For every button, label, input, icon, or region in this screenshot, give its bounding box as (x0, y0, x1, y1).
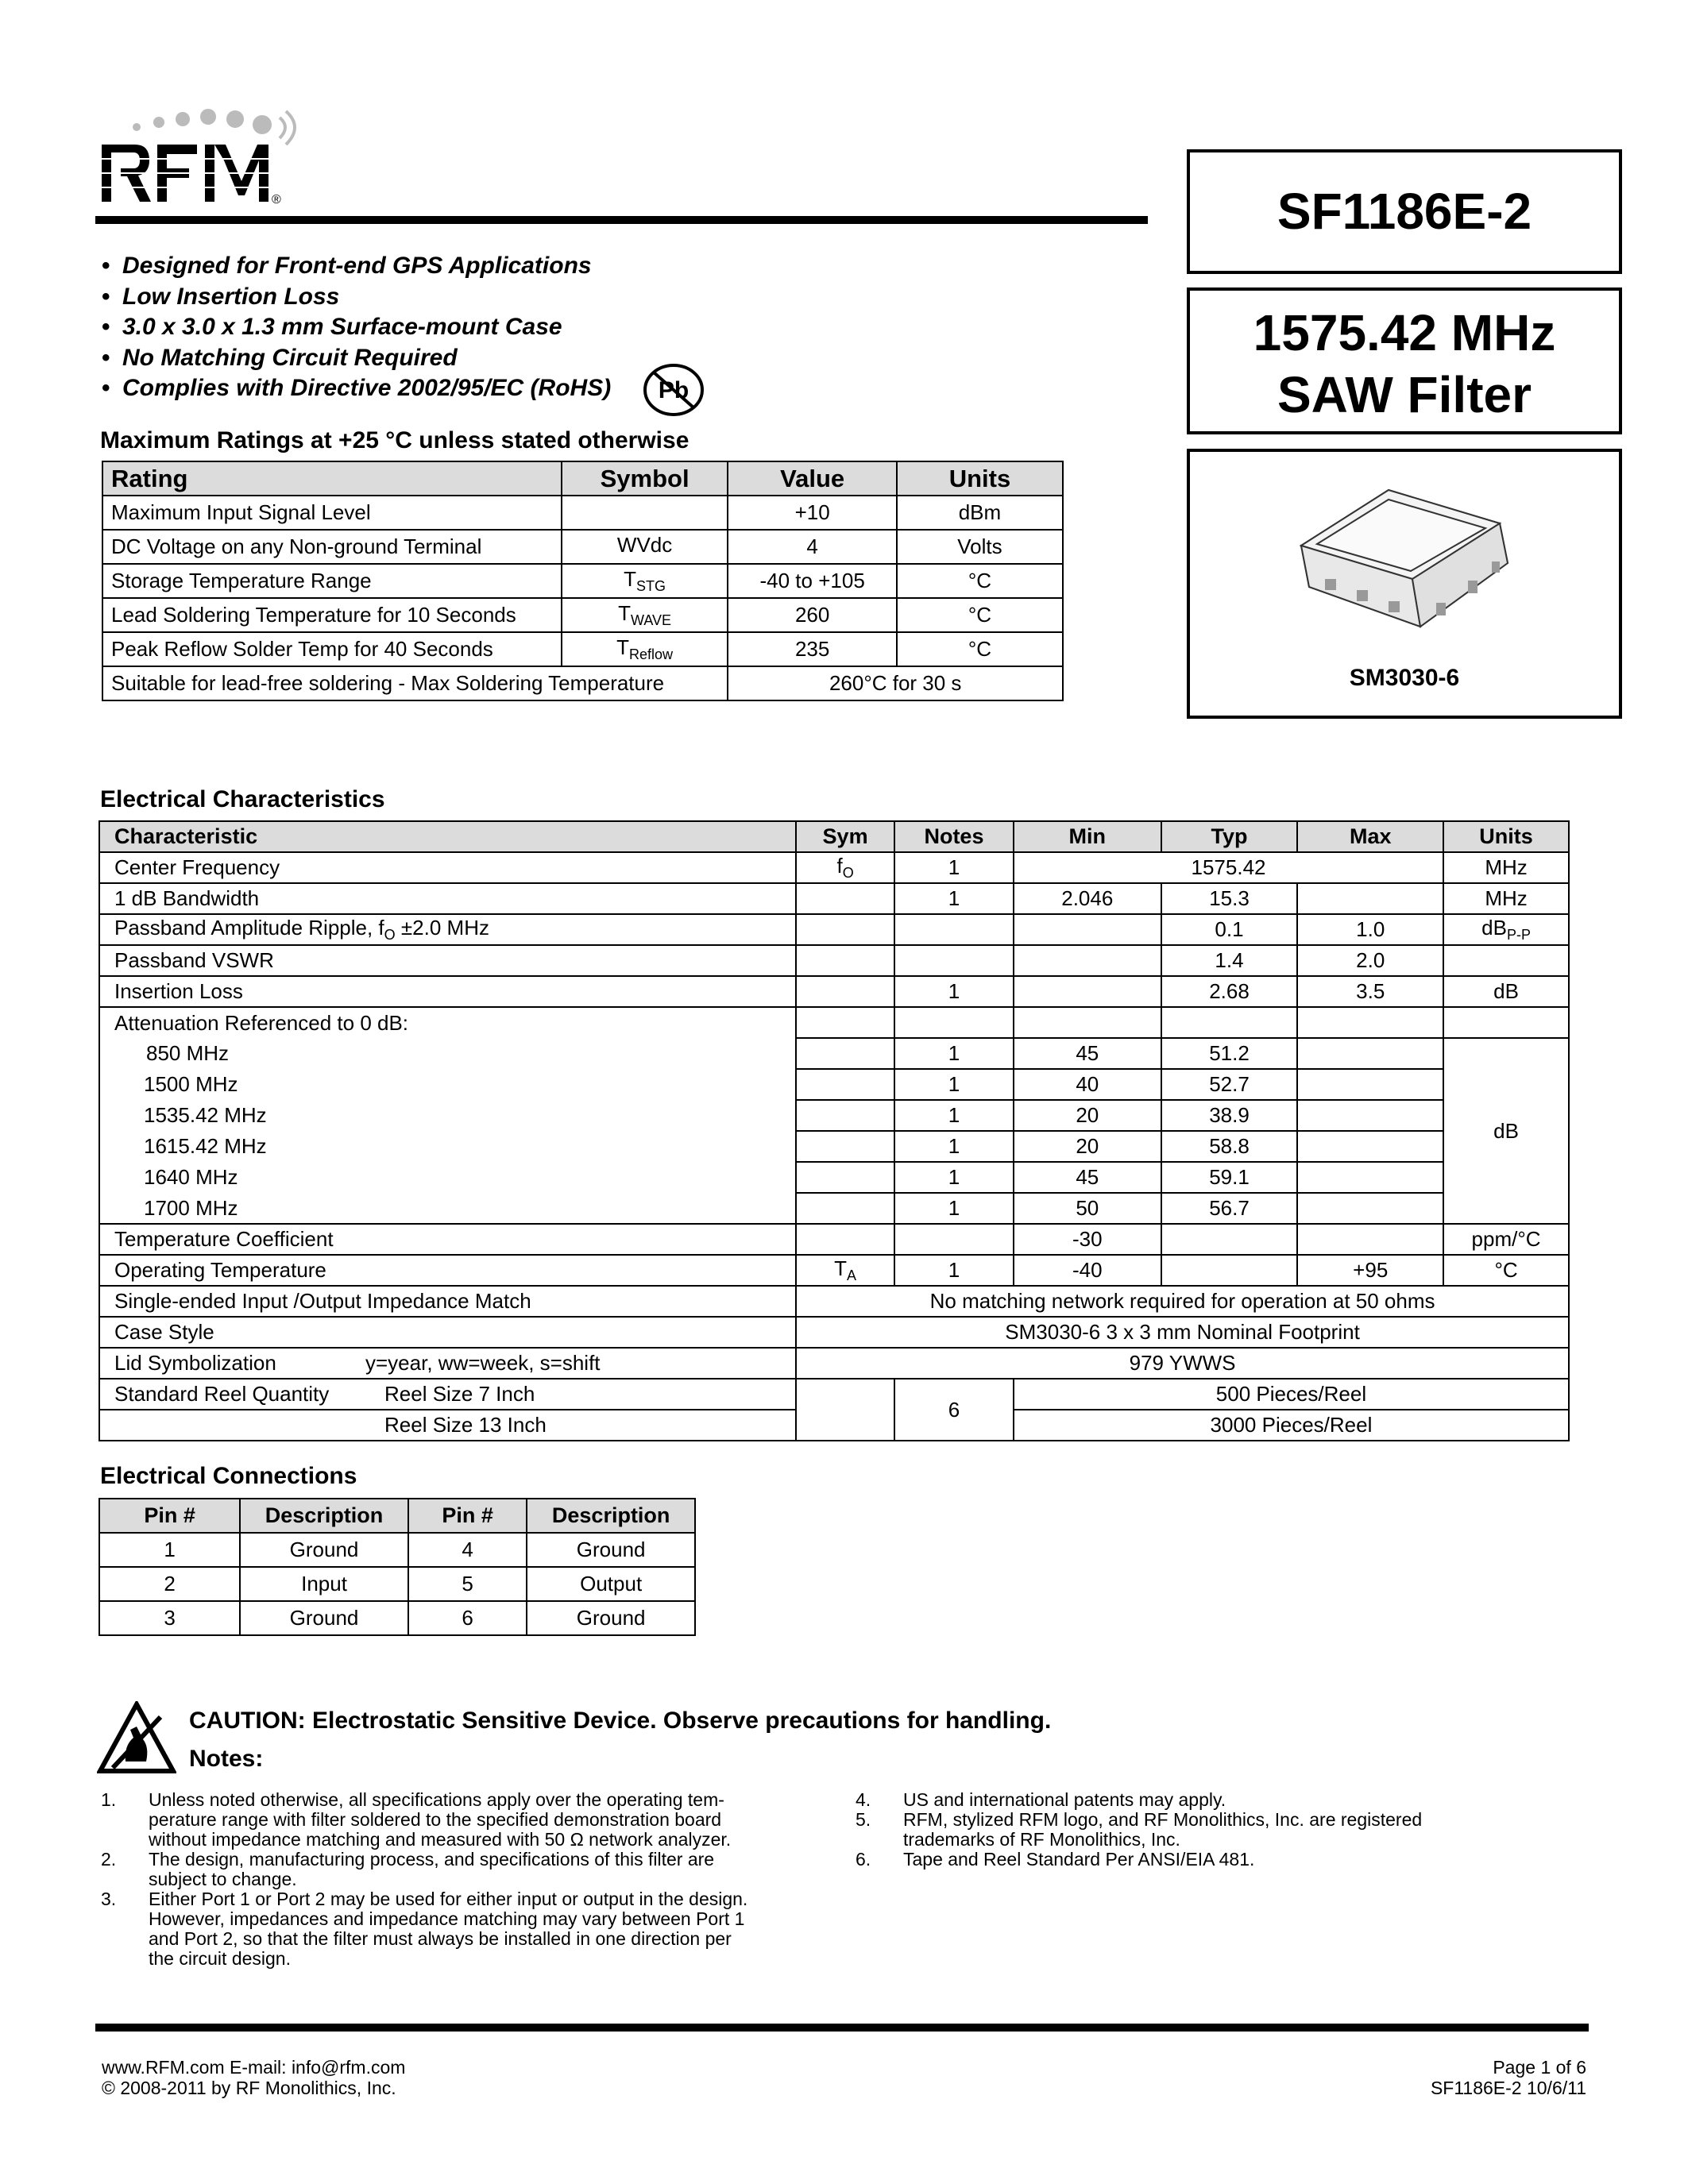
table-row (99, 1100, 1569, 1131)
value-cell: 979 YWWS (796, 1348, 1569, 1379)
col-header: Pin # (99, 1499, 240, 1533)
table-row (99, 1007, 1569, 1038)
table-row (99, 1131, 1569, 1162)
rating-cell: Peak Reflow Solder Temp for 40 Seconds (102, 632, 562, 666)
notes-cell: 1 (894, 1100, 1014, 1131)
attenuation-freq: 1700 MHz (99, 1193, 796, 1224)
table-header-row (99, 821, 1569, 852)
typ-cell: 52.7 (1161, 1069, 1298, 1100)
min-cell: 2.046 (1014, 883, 1161, 914)
table-row (99, 1533, 695, 1567)
col-header: Description (527, 1499, 695, 1533)
notes-cell: 1 (894, 976, 1014, 1007)
min-cell: -30 (1014, 1224, 1161, 1255)
max-cell: 2.0 (1297, 945, 1443, 976)
product-title-box (1187, 287, 1622, 434)
frequency-title: 1575.42 MHz (1253, 304, 1556, 361)
characteristic-cell: Center Frequency (99, 852, 796, 883)
part-number: SF1186E-2 (1277, 183, 1532, 240)
typ-cell: 2.68 (1161, 976, 1298, 1007)
notes-cell: 1 (894, 883, 1014, 914)
min-cell: 20 (1014, 1131, 1161, 1162)
table-row (99, 852, 1569, 883)
units-cell: $dB_{P-P}$ (1443, 914, 1569, 945)
notes-right (853, 1790, 1568, 1870)
characteristic-cell: Case Style (99, 1317, 796, 1348)
characteristic-cell: Single-ended Input /Output Impedance Match (99, 1286, 796, 1317)
table-header-row (102, 461, 1063, 496)
notes-cell: 1 (894, 852, 1014, 883)
pin-cell: 4 (408, 1533, 527, 1567)
note-item: 3. Either Port 1 or Port 2 may be used for either input or output in the design. However, impedances and impedance matching may vary between Port 1 and Port 2, so that the filter must always be installed in one direction per the circuit design. (101, 1889, 748, 1969)
note-item: 4. US and international patents may apply. (856, 1789, 1226, 1810)
table-row (99, 1601, 695, 1635)
rating-cell: Lead Soldering Temperature for 10 Seconds (102, 598, 562, 632)
min-cell: -40 (1014, 1255, 1161, 1286)
value-cell: 4 (728, 530, 897, 564)
characteristic-cell: Insertion Loss (99, 976, 796, 1007)
characteristic-cell: Passband Amplitude Ripple, $f_O \pm 2.0$ MHz (99, 914, 796, 945)
feature-list (102, 251, 611, 404)
typ-cell: 56.7 (1161, 1193, 1298, 1224)
notes-left (98, 1790, 845, 1969)
table-row (99, 1224, 1569, 1255)
value-cell: SM3030-6 3 x 3 mm Nominal Footprint (796, 1317, 1569, 1348)
characteristic-cell: Attenuation Referenced to 0 dB: (99, 1007, 796, 1038)
electrical-table (98, 820, 1570, 1441)
pb-label: Pb (658, 377, 689, 403)
notes-cell: 1 (894, 1131, 1014, 1162)
sym-cell: $f_O$ (796, 852, 894, 883)
footer-contact-link[interactable]: www.RFM.com E-mail: info@rfm.com (102, 2057, 406, 2078)
package-image (1269, 468, 1539, 658)
characteristic-cell: Passband VSWR (99, 945, 796, 976)
units-cell: dB (1443, 976, 1569, 1007)
package-name: SM3030-6 (1349, 665, 1460, 691)
rfm-logo (95, 103, 334, 214)
col-header: Units (897, 461, 1063, 496)
notes-cell: 1 (894, 1162, 1014, 1193)
units-cell: °C (897, 632, 1063, 666)
footer-left (102, 2057, 405, 2098)
col-header: Notes (894, 821, 1014, 852)
attenuation-freq: 1615.42 MHz (99, 1131, 796, 1162)
note-item: 5. RFM, stylized RFM logo, and RF Monolithics, Inc. are registered trademarks of RF Monolithics, Inc. (856, 1809, 1423, 1850)
connections-table (98, 1498, 696, 1636)
notes-cell: 1 (894, 1069, 1014, 1100)
product-type-title: SAW Filter (1277, 366, 1532, 423)
table-row (99, 1379, 1569, 1410)
characteristic-cell: Reel Size 13 Inch (99, 1410, 796, 1441)
min-cell: 45 (1014, 1038, 1161, 1069)
feature-item: • Complies with Directive 2002/95/EC (RoHS) (102, 373, 611, 404)
attenuation-freq: 1535.42 MHz (99, 1100, 796, 1131)
header-rule (95, 216, 1148, 224)
symbol-cell: $T_{Reflow}$ (562, 632, 728, 666)
symbol-cell (562, 496, 728, 530)
table-row (99, 1193, 1569, 1224)
pin-cell: 1 (99, 1533, 240, 1567)
col-header: Characteristic (99, 821, 796, 852)
rating-cell: Maximum Input Signal Level (102, 496, 562, 530)
units-cell: MHz (1443, 852, 1569, 883)
electrical-title: Electrical Characteristics (100, 786, 385, 812)
col-header: Symbol (562, 461, 728, 496)
table-row (102, 632, 1063, 666)
typ-cell: 0.1 (1161, 914, 1298, 945)
max-ratings-table (102, 461, 1064, 701)
table-row (99, 1255, 1569, 1286)
rating-cell: DC Voltage on any Non-ground Terminal (102, 530, 562, 564)
notes-cell: 1 (894, 1038, 1014, 1069)
units-cell: dB (1443, 1038, 1569, 1224)
typ-cell: 59.1 (1161, 1162, 1298, 1193)
attenuation-freq: 1640 MHz (99, 1162, 796, 1193)
attenuation-freq: 850 MHz (99, 1038, 796, 1069)
attenuation-freq: 1500 MHz (99, 1069, 796, 1100)
typ-cell: 1.4 (1161, 945, 1298, 976)
col-header: Typ (1161, 821, 1298, 852)
notes-cell: 1 (894, 1193, 1014, 1224)
symbol-cell: $T_{WAVE}$ (562, 598, 728, 632)
min-cell: 40 (1014, 1069, 1161, 1100)
table-row (102, 564, 1063, 598)
min-cell: 20 (1014, 1100, 1161, 1131)
page-number: Page 1 of 6 (1493, 2057, 1586, 2078)
characteristic-cell: Operating Temperature (99, 1255, 796, 1286)
units-cell: Volts (897, 530, 1063, 564)
value-cell: 235 (728, 632, 897, 666)
footer-right (1431, 2057, 1586, 2098)
note-item: 1. Unless noted otherwise, all specifications apply over the operating tem- perature range with filter soldered to the specified demonstration board without impedance matching and measured with 50 Ω network analyzer. (101, 1789, 732, 1850)
pin-cell: 3 (99, 1601, 240, 1635)
col-header: Units (1443, 821, 1569, 852)
min-cell: 45 (1014, 1162, 1161, 1193)
rating-cell: Storage Temperature Range (102, 564, 562, 598)
table-row (99, 1567, 695, 1601)
max-cell: 3.5 (1297, 976, 1443, 1007)
min-cell: 50 (1014, 1193, 1161, 1224)
description-cell: Ground (527, 1601, 695, 1635)
max-ratings-title: Maximum Ratings at +25 °C unless stated otherwise (100, 427, 689, 453)
col-header: Rating (102, 461, 562, 496)
units-cell: ppm/°C (1443, 1224, 1569, 1255)
sym-cell: $T_A$ (796, 1255, 894, 1286)
table-row (99, 1038, 1569, 1069)
feature-item: • 3.0 x 3.0 x 1.3 mm Surface-mount Case (102, 312, 611, 343)
pb-free-icon (642, 362, 705, 418)
units-cell: °C (897, 598, 1063, 632)
description-cell: Ground (240, 1533, 408, 1567)
description-cell: Ground (527, 1533, 695, 1567)
typ-cell: 15.3 (1161, 883, 1298, 914)
col-header: Min (1014, 821, 1161, 852)
pin-cell: 6 (408, 1601, 527, 1635)
table-row (102, 598, 1063, 632)
package-box (1187, 449, 1622, 719)
value-cell: 260 (728, 598, 897, 632)
value-cell: 260°C for 30 s (728, 666, 1063, 700)
typ-cell: 58.8 (1161, 1131, 1298, 1162)
col-header: Description (240, 1499, 408, 1533)
table-row (102, 496, 1063, 530)
typ-cell: 38.9 (1161, 1100, 1298, 1131)
col-header: Sym (796, 821, 894, 852)
table-header-row (99, 1499, 695, 1533)
value-cell: No matching network required for operation at 50 ohms (796, 1286, 1569, 1317)
max-cell: 1.0 (1297, 914, 1443, 945)
registered-mark: ® (272, 193, 281, 206)
symbol-cell: WVdc (562, 530, 728, 564)
table-row (99, 914, 1569, 945)
symbol-cell: $T_{STG}$ (562, 564, 728, 598)
characteristic-cell: Temperature Coefficient (99, 1224, 796, 1255)
table-row (99, 945, 1569, 976)
characteristic-cell: 1 dB Bandwidth (99, 883, 796, 914)
note-item: 2. The design, manufacturing process, and specifications of this filter are subject to change. (101, 1849, 715, 1889)
feature-item: • No Matching Circuit Required (102, 343, 611, 374)
table-row (99, 1162, 1569, 1193)
feature-item: • Designed for Front-end GPS Applications (102, 251, 611, 282)
notes-cell: 1 (894, 1255, 1014, 1286)
feature-item: • Low Insertion Loss (102, 282, 611, 313)
description-cell: Output (527, 1567, 695, 1601)
max-cell: +95 (1297, 1255, 1443, 1286)
col-header: Max (1297, 821, 1443, 852)
table-row (102, 666, 1063, 700)
notes-cell: 6 (894, 1379, 1014, 1441)
description-cell: Ground (240, 1601, 408, 1635)
units-cell: dBm (897, 496, 1063, 530)
units-cell: MHz (1443, 883, 1569, 914)
typ-cell: 51.2 (1161, 1038, 1298, 1069)
characteristic-cell: Lid Symbolization y=year, ww=week, s=shift (99, 1348, 796, 1379)
characteristic-cell: Standard Reel Quantity Reel Size 7 Inch (99, 1379, 796, 1410)
connections-title: Electrical Connections (100, 1463, 357, 1489)
caution-text: CAUTION: Electrostatic Sensitive Device. Observe precautions for handling. (189, 1707, 1052, 1734)
col-header: Pin # (408, 1499, 527, 1533)
value-cell: 3000 Pieces/Reel (1014, 1410, 1569, 1441)
table-row (99, 1069, 1569, 1100)
units-cell: °C (1443, 1255, 1569, 1286)
table-row (102, 530, 1063, 564)
col-header: Value (728, 461, 897, 496)
pin-cell: 5 (408, 1567, 527, 1601)
value-cell: 500 Pieces/Reel (1014, 1379, 1569, 1410)
note-item: 6. Tape and Reel Standard Per ANSI/EIA 481. (856, 1849, 1255, 1870)
value-cell: +10 (728, 496, 897, 530)
part-number-box (1187, 149, 1622, 274)
footer-copyright: © 2008-2011 by RF Monolithics, Inc. (102, 2078, 396, 2098)
table-row (99, 883, 1569, 914)
value-cell: -40 to +105 (728, 564, 897, 598)
table-row (99, 976, 1569, 1007)
footer-rule (95, 2024, 1589, 2032)
table-row (99, 1286, 1569, 1317)
esd-warning-icon (97, 1701, 176, 1781)
notes-title: Notes: (189, 1746, 264, 1772)
table-row (99, 1317, 1569, 1348)
rating-cell: Suitable for lead-free soldering - Max Soldering Temperature (102, 666, 728, 700)
pin-cell: 2 (99, 1567, 240, 1601)
table-row (99, 1348, 1569, 1379)
doc-revision: SF1186E-2 10/6/11 (1430, 2078, 1586, 2098)
units-cell: °C (897, 564, 1063, 598)
description-cell: Input (240, 1567, 408, 1601)
typ-cell: 1575.42 (1014, 852, 1443, 883)
